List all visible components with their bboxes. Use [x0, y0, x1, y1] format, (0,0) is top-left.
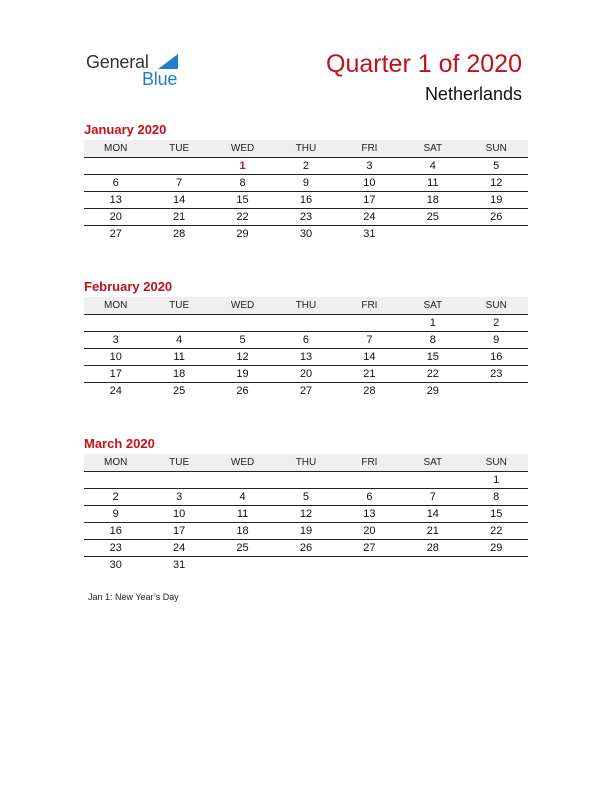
day-cell: 10: [109, 351, 122, 363]
day-cell: 14: [426, 508, 439, 520]
day-cell: [211, 472, 274, 488]
country-name: Netherlands: [424, 84, 522, 104]
day-cell: 12: [236, 351, 249, 363]
day-cell: 18: [173, 368, 186, 380]
weekday-header: WED: [230, 143, 255, 154]
weekday-header: MON: [104, 300, 128, 311]
day-cell: 13: [109, 194, 122, 206]
day-cell: 22: [490, 525, 503, 537]
weekday-header: WED: [230, 457, 255, 468]
day-cell: 15: [236, 194, 249, 206]
day-cell: [465, 383, 528, 399]
weekday-header-row: [84, 297, 528, 315]
day-cell: 23: [109, 542, 122, 554]
day-cell: 7: [366, 334, 373, 346]
day-cell: 23: [299, 211, 313, 223]
day-cell: [211, 557, 274, 573]
day-cell: 6: [366, 491, 373, 503]
day-cell: [84, 315, 147, 331]
week-row: [84, 489, 528, 506]
weekday-header: SAT: [423, 143, 443, 154]
day-cell: 11: [236, 508, 249, 520]
day-cell: 8: [239, 177, 246, 189]
day-cell: 5: [239, 334, 246, 346]
logo-triangle-icon: [158, 54, 178, 69]
day-cell: 10: [173, 508, 186, 520]
day-cell: 17: [173, 525, 186, 537]
day-cell: 21: [173, 211, 186, 223]
logo-text-blue: Blue: [142, 69, 178, 89]
day-cell: 10: [363, 177, 376, 189]
day-cell: 18: [426, 194, 439, 206]
weekday-header: THU: [295, 457, 317, 468]
weekday-header: SUN: [485, 457, 507, 468]
day-cell: 4: [176, 334, 183, 346]
week-row: [84, 540, 528, 557]
day-cell: 31: [173, 559, 186, 571]
day-cell: 24: [173, 542, 186, 554]
day-cell: [147, 472, 210, 488]
week-row: [84, 349, 528, 366]
day-cell: 20: [299, 368, 313, 380]
holiday-footnote: Jan 1: New Year’s Day: [88, 592, 179, 602]
day-cell: [84, 158, 147, 174]
day-cell: 17: [363, 194, 376, 206]
logo-text-general: General: [86, 52, 149, 72]
day-cell: 3: [366, 160, 373, 172]
day-cell: 12: [299, 508, 313, 520]
day-cell: 4: [429, 160, 436, 172]
month-title: February 2020: [84, 279, 173, 294]
day-cell: 24: [109, 385, 122, 397]
day-cell: 7: [176, 177, 183, 189]
month-title: January 2020: [84, 122, 167, 137]
weekday-header: SAT: [423, 457, 443, 468]
day-cell: 5: [493, 160, 500, 172]
day-cell: 19: [236, 368, 249, 380]
day-cell: 29: [426, 385, 439, 397]
day-cell: 25: [236, 542, 249, 554]
day-cell: 9: [493, 334, 500, 346]
day-cell: 9: [302, 177, 310, 189]
weekday-header: THU: [295, 300, 317, 311]
day-cell: 11: [173, 351, 185, 363]
day-cell: 28: [363, 385, 376, 397]
weekday-header: THU: [295, 143, 317, 154]
day-cell: [401, 226, 464, 242]
day-cell: 24: [363, 211, 376, 223]
weekday-header: FRI: [361, 300, 378, 311]
month-block: [84, 121, 528, 242]
page-title: Quarter 1 of 2020: [326, 50, 522, 78]
holiday-day-cell: 1: [239, 160, 246, 172]
weekday-header: SUN: [485, 300, 507, 311]
day-cell: 11: [427, 177, 439, 189]
generalblue-logo: [86, 52, 196, 92]
day-cell: [84, 472, 147, 488]
week-row: [84, 366, 528, 383]
weekday-header: FRI: [361, 457, 378, 468]
day-cell: 3: [176, 491, 183, 503]
day-cell: [338, 472, 401, 488]
day-cell: 2: [112, 491, 119, 503]
day-cell: 27: [109, 228, 122, 240]
day-cell: [147, 158, 210, 174]
day-cell: 15: [426, 351, 439, 363]
day-cell: 21: [426, 525, 439, 537]
weekday-header-row: [84, 140, 528, 158]
weekday-header: TUE: [169, 143, 190, 154]
day-cell: 6: [302, 334, 310, 346]
day-cell: 31: [363, 228, 376, 240]
day-cell: 29: [490, 542, 503, 554]
weekday-header: MON: [104, 143, 128, 154]
day-cell: 8: [429, 334, 436, 346]
weekday-header: TUE: [169, 300, 190, 311]
week-row: [84, 332, 528, 349]
weekday-header: SUN: [485, 143, 507, 154]
day-cell: 13: [363, 508, 376, 520]
day-cell: 25: [173, 385, 186, 397]
day-cell: [465, 226, 528, 242]
day-cell: 21: [363, 368, 376, 380]
day-cell: [401, 472, 464, 488]
day-cell: 28: [426, 542, 439, 554]
week-row: [84, 315, 528, 332]
day-cell: 27: [299, 385, 313, 397]
day-cell: 30: [299, 228, 313, 240]
day-cell: [274, 557, 337, 573]
day-cell: 1: [493, 474, 500, 486]
day-cell: [401, 557, 464, 573]
day-cell: 2: [493, 317, 500, 329]
day-cell: [274, 315, 337, 331]
day-cell: 3: [112, 334, 119, 346]
day-cell: [465, 557, 528, 573]
day-cell: 7: [429, 491, 436, 503]
week-row: [84, 192, 528, 209]
day-cell: 26: [236, 385, 249, 397]
day-cell: 26: [490, 211, 503, 223]
day-cell: 18: [236, 525, 249, 537]
day-cell: 15: [490, 508, 503, 520]
day-cell: 28: [173, 228, 186, 240]
day-cell: [211, 315, 274, 331]
day-cell: 30: [109, 559, 122, 571]
week-row: [84, 383, 528, 399]
day-cell: [147, 315, 210, 331]
month-title: March 2020: [84, 436, 155, 451]
day-cell: [274, 472, 337, 488]
weekday-header: SAT: [423, 300, 443, 311]
day-cell: 9: [112, 508, 119, 520]
weekday-header: FRI: [361, 143, 378, 154]
day-cell: 20: [109, 211, 122, 223]
day-cell: [338, 315, 401, 331]
day-cell: 13: [299, 351, 313, 363]
month-block: [84, 435, 528, 573]
week-row: [84, 472, 528, 489]
weekday-header: TUE: [169, 457, 190, 468]
week-row: [84, 523, 528, 540]
week-row: [84, 158, 528, 175]
day-cell: 22: [426, 368, 439, 380]
day-cell: 20: [363, 525, 376, 537]
week-row: [84, 175, 528, 192]
week-row: [84, 226, 528, 242]
day-cell: 14: [363, 351, 376, 363]
day-cell: 16: [490, 351, 503, 363]
day-cell: 22: [236, 211, 249, 223]
day-cell: 19: [299, 525, 313, 537]
day-cell: 16: [299, 194, 313, 206]
day-cell: 12: [490, 177, 503, 189]
week-row: [84, 557, 528, 573]
day-cell: [338, 557, 401, 573]
day-cell: 4: [239, 491, 246, 503]
day-cell: 14: [173, 194, 186, 206]
day-cell: 29: [236, 228, 249, 240]
day-cell: 16: [109, 525, 122, 537]
weekday-header: MON: [104, 457, 128, 468]
day-cell: 27: [363, 542, 376, 554]
day-cell: 1: [429, 317, 436, 329]
day-cell: 8: [493, 491, 500, 503]
month-block: [84, 278, 528, 399]
day-cell: 23: [490, 368, 503, 380]
day-cell: 25: [426, 211, 439, 223]
day-cell: 19: [490, 194, 503, 206]
weekday-header: WED: [230, 300, 255, 311]
day-cell: 6: [112, 177, 119, 189]
week-row: [84, 209, 528, 226]
weekday-header-row: [84, 454, 528, 472]
day-cell: 26: [299, 542, 313, 554]
week-row: [84, 506, 528, 523]
day-cell: 17: [109, 368, 122, 380]
day-cell: 2: [302, 160, 310, 172]
day-cell: 5: [302, 491, 310, 503]
